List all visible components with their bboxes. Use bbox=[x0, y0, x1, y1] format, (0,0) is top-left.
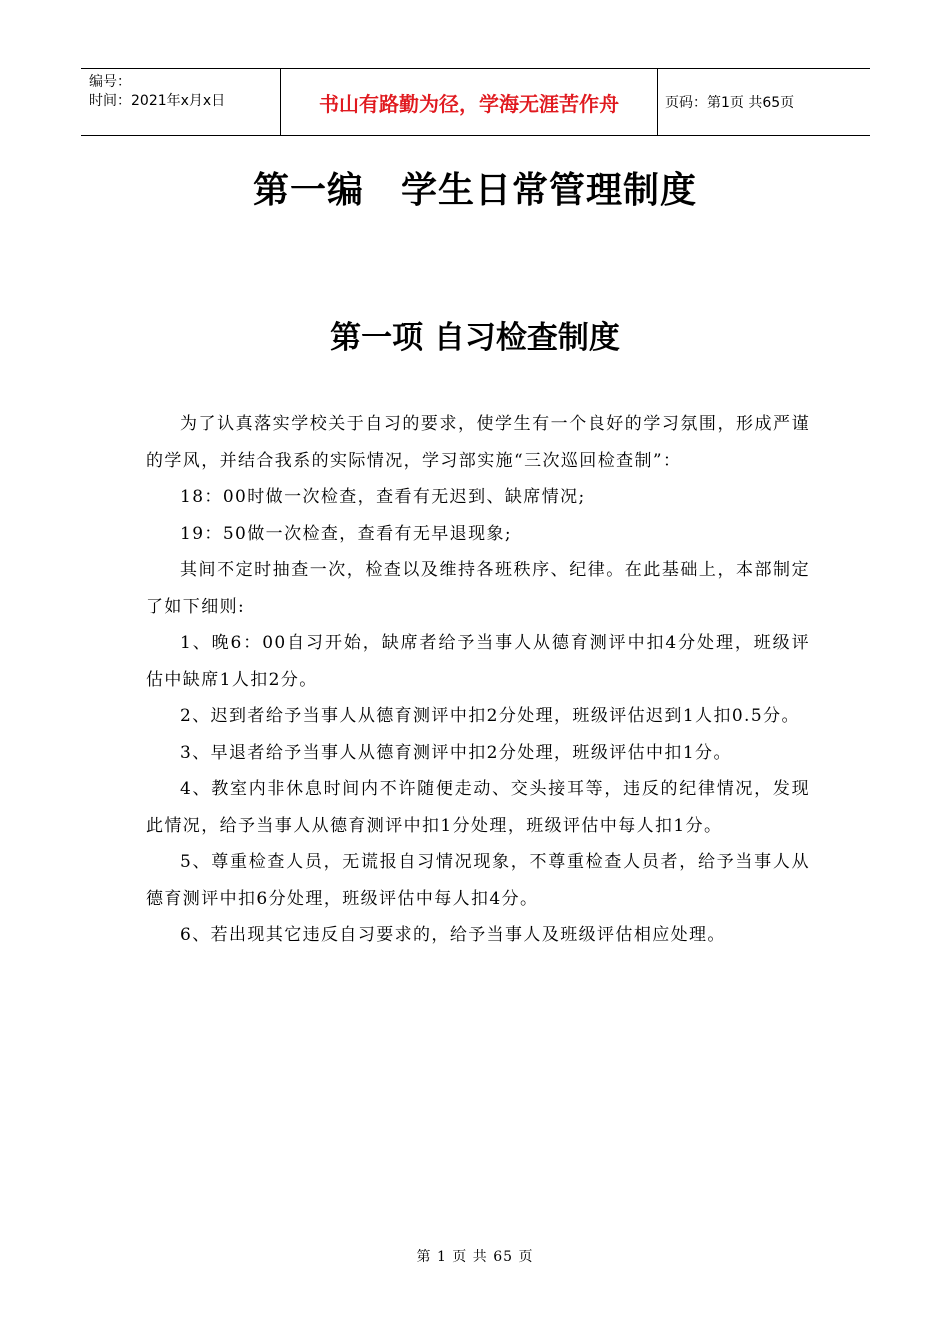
rule-item-4: 4、教室内非休息时间内不许随便走动、交头接耳等，违反的纪律情况，发现此情况，给予当事人从德育测评中扣1分处理，班级评估中每人扣1分。 bbox=[146, 779, 810, 836]
header-meta bbox=[81, 69, 281, 135]
section-title: 第一项 自习检查制度 bbox=[330, 320, 620, 356]
paragraph-check-2: 19：50做一次检查，查看有无早退现象; bbox=[180, 523, 512, 544]
paragraph-check-3: 其间不定时抽查一次，检查以及维持各班秩序、纪律。在此基础上，本部制定了如下细则: bbox=[146, 560, 810, 617]
header-motto: 书山有路勤为径，学海无涯苦作舟 bbox=[281, 69, 658, 135]
rule-item-1: 1、晚6：00自习开始，缺席者给予当事人从德育测评中扣4分处理，班级评估中缺席1人扣2分。 bbox=[146, 633, 810, 690]
body-text bbox=[146, 406, 810, 954]
paragraph-intro: 为了认真落实学校关于自习的要求，使学生有一个良好的学习氛围，形成严谨的学风，并结合我系的实际情况，学习部实施“三次巡回检查制”： bbox=[146, 414, 810, 471]
page-footer: 第 1 页 共 65 页 bbox=[416, 1249, 534, 1265]
document-number-label: 编号： bbox=[89, 74, 131, 90]
page-header bbox=[81, 68, 870, 136]
part-title: 第一编 学生日常管理制度 bbox=[252, 170, 697, 211]
paragraph-check-1: 18：00时做一次检查，查看有无迟到、缺席情况; bbox=[180, 487, 586, 507]
document-date-label: 时间：2021年x月x日 bbox=[89, 93, 226, 109]
rule-item-5: 5、尊重检查人员，无谎报自习情况现象，不尊重检查人员者，给予当事人从德育测评中扣6分处理，班级评估中每人扣4分。 bbox=[146, 852, 810, 909]
rule-item-6: 6、若出现其它违反自习要求的，给予当事人及班级评估相应处理。 bbox=[180, 925, 726, 945]
rule-item-3: 3、早退者给予当事人从德育测评中扣2分处理，班级评估中扣1分。 bbox=[180, 742, 732, 763]
header-page-info: 页码：第1页 共65页 bbox=[665, 95, 795, 111]
rule-item-2: 2、迟到者给予当事人从德育测评中扣2分处理，班级评估迟到1人扣0.5分。 bbox=[180, 706, 800, 726]
